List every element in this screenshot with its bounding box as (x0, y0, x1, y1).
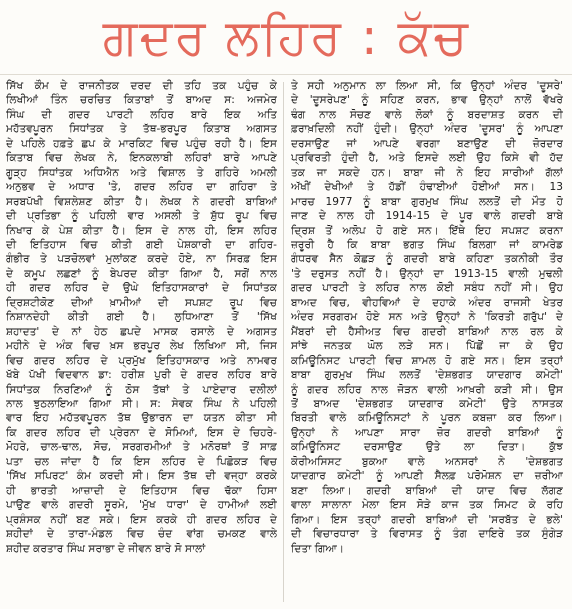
text-line: ਵਾਲਾ ਸਾਲਾਨਾ ਮੇਲਾ ਇਸ ਸੋੜੇ ਕਾਜ ਤਕ ਸਿਮਟ ਕੇ ਰਹਿ (291, 499, 563, 512)
text-line: ਕਮਿਊਨਿਸਟ ਦਰਸਾਉਣ ਉਤੇ ਲਾ ਦਿਤਾ। ਕੁੱਝ (291, 441, 563, 454)
column-divider (283, 82, 284, 602)
text-line: ਦੇ ਪਹਿਲੇ ਹਫ਼ਤੇ ਛਪ ਕੇ ਮਾਰਕਿਟ ਵਿਚ ਪਹੁੰਚ ਰਹੀ ਹੈ। ਇਸ (6, 137, 277, 150)
text-line: ਫ਼ਰਾਖ਼ਦਿਲੀ ਨਹੀਂ ਹੁੰਦੀ। ਉਨ੍ਹਾਂ ਅੰਦਰ 'ਦੂਸਰ' ਨੂੰ ਆਪਣਾ (291, 123, 563, 136)
text-line: ਦੀ ਇਤਿਹਾਸ ਵਿਚ ਕੀਤੀ ਗਈ ਪੇਸ਼ਕਾਰੀ ਦਾ ਗਹਿਰ- (6, 238, 277, 251)
text-line: ਅੰਦਰ ਸਰਗਰਮ ਹੋਏ ਸਨ ਅਤੇ ਉਨ੍ਹਾਂ ਨੇ 'ਕਿਰਤੀ ਗਰੁੱਪ' ਦੇ (291, 311, 563, 324)
text-line: ਮਾਰਚ 1977 ਨੂੰ ਬਾਬਾ ਗੁਰਮੁਖ ਸਿੰਘ ਲਲਤੋਂ ਦੀ ਮੌਤ ਹੋ (291, 195, 563, 208)
text-line: ਬਿਰਤੀ ਵਾਲੇ ਕਮਿਊਨਿਸਟਾਂ ਨੇ ਪੂਰਨ ਕਬਜ਼ਾ ਕਰ ਲਿਆ। (291, 412, 563, 425)
text-line: ਦਿਤਾ ਗਿਆ। (291, 542, 345, 555)
text-line: ਖੱਬੇ ਪੱਖੀ ਵਿਦਵਾਨ ਡਾ: ਹਰੀਸ਼ ਪੁਰੀ ਦੇ ਗਦਰ ਲਹਿਰ ਬਾਰੇ (6, 369, 277, 382)
headline: ਗਦਰ ਲਹਿਰ : ਕੱਚ (102, 8, 470, 66)
text-line: ਸਰਬਪੱਖੀ ਵਿਸ਼ਲੇਸ਼ਣ ਕੀਤਾ ਹੈ। ਲੇਖਕ ਨੇ ਗਦਰੀ ਬਾਬਿਆਂ (6, 195, 277, 208)
text-line: ਸ਼ਹੀਦ ਕਰਤਾਰ ਸਿੰਘ ਸਰਾਭਾ ਦੇ ਜੀਵਨ ਬਾਰੇ ਸੋ ਸਾਲਾਂ (6, 542, 206, 555)
text-line: ਉਨ੍ਹਾਂ ਨੇ ਆਪਣਾ ਸਾਰਾ ਜ਼ੋਰ ਗਦਰੀ ਬਾਬਿਆਂ ਨੂੰ (291, 426, 563, 439)
text-line: ਤੇ ਸਹੀ ਅਨੁਮਾਨ ਲਾ ਲਿਆ ਸੀ, ਕਿ ਉਨ੍ਹਾਂ ਅੰਦਰ 'ਦੂਸਰੇ' (291, 80, 563, 92)
text-line: ਕਿ ਗਦਰ ਲਹਿਰ ਦੀ ਪ੍ਰੇਰਨਾ ਦੇ ਸੋਮਿਆਂ, ਇਸ ਦੇ ਚਿਹਰੇ- (6, 426, 277, 439)
text-line: ਬਣਾ ਲਿਆ। ਗਦਰੀ ਬਾਬਿਆਂ ਦੀ ਯਾਦ ਵਿਚ ਲੱਗਣ (291, 484, 563, 497)
text-line: ਪਤਾ ਚਲ ਜਾਂਦਾ ਹੈ ਕਿ ਇਸ ਲਹਿਰ ਦੇ ਪਿਛੋਕੜ ਵਿਚ (6, 455, 277, 468)
text-line: ਹੀ ਭਾਰਤੀ ਆਜ਼ਾਦੀ ਦੇ ਇਤਿਹਾਸ ਵਿਚ ਢੱਕਾ ਹਿਸਾ (6, 484, 277, 497)
text-line: ਦੀ ਵਿਚਾਰਧਾਰਾ ਤੇ ਵਿਰਾਸਤ ਨੂੰ ਤੰਗ ਦਾਇਰੇ ਤਕ ਸੁੰਗੇੜ (291, 528, 563, 541)
text-line: 'ਤੇ ਦਰੁਸਤ ਨਹੀਂ ਹੈ। ਉਨ੍ਹਾਂ ਦਾ 1913-15 ਵਾਲੀ ਮੁਢਲੀ (291, 267, 563, 280)
text-line: ਨਾਲ ਝੁਠਲਾਇਆ ਗਿਆ ਸੀ। ਸ: ਸੇਵਕ ਸਿੰਘ ਨੇ ਪਹਿਲੀ (6, 397, 277, 410)
text-line: ਤੋਂ ਬਾਅਦ 'ਦੇਸ਼ਭਗਤ ਯਾਦਗਾਰ ਕਮੇਟੀ' ਉਤੇ ਨਾਸਤਕ (291, 397, 563, 410)
text-line: ਕਮਿਊਨਿਸਟ ਪਾਰਟੀ ਵਿਚ ਸ਼ਾਮਲ ਹੋ ਗਏ ਸਨ। ਇਸ ਤਰ੍ਹਾਂ (291, 354, 563, 367)
text-line: ਨਿਸ਼ਾਨਦੇਹੀ ਕੀਤੀ ਗਈ ਹੈ। ਲੁਧਿਆਣਾ ਤੋਂ 'ਸਿੱਖ (6, 311, 277, 324)
text-line: ਦੇ 'ਦੂਸਰੇਪਣ' ਨੂੰ ਸਹਿਣ ਕਰਨ, ਭਾਵ ਉਨ੍ਹਾਂ ਨਾਲੋਂ ਵੱਖਰੇ (291, 94, 563, 107)
text-line: ਹੀ ਗਦਰ ਲਹਿਰ ਦੇ ਉਘੇ ਇਤਿਹਾਸਕਾਰਾਂ ਦੇ ਸਿਧਾਂਤਕ (6, 282, 277, 295)
text-line: ਮਹੱਤਵਪੂਰਨ ਸਿਧਾਂਤਕ ਤੇ ਤੱਥ-ਭਰਪੂਰ ਕਿਤਾਬ ਅਗਸਤ (6, 123, 277, 136)
text-line: ਤਕ ਜਾ ਸਕਦੇ ਹਨ। ਬਾਬਾ ਜੀ ਨੇ ਇਹ ਸਾਰੀਆਂ ਗੱਲਾਂ (291, 166, 563, 179)
text-line: 'ਸਿੱਖ ਸਪਿਰਟ' ਕੰਮ ਕਰਦੀ ਸੀ। ਇਸ ਤੱਥ ਦੀ ਵਜ੍ਹਾ ਕਰਕੇ (6, 470, 277, 483)
text-line: ਦੀ ਪ੍ਰਤਿਭਾ ਨੂੰ ਪਹਿਲੀ ਵਾਰ ਅਸਲੀ ਤੇ ਸ਼ੁੱਧ ਰੂਪ ਵਿਚ (6, 210, 277, 223)
text-line: ਦਰਸਾਉਣ ਜਾਂ ਆਪਣੇ ਵਰਗਾ ਬਣਾਉਣ ਦੀ ਜ਼ੋਰਦਾਰ (291, 137, 563, 150)
text-line: ਬਾਅਦ ਵਿਚ, ਵੀਹਵਿਆਂ ਦੇ ਦਹਾਕੇ ਅੰਦਰ ਰਾਜਸੀ ਖੇਤਰ (291, 296, 563, 309)
text-line: ਜਾਣ ਦੇ ਨਾਲ ਹੀ 1914-15 ਦੇ ਪੂਰ ਵਾਲੇ ਗਦਰੀ ਬਾਬੇ (291, 210, 563, 223)
text-line: ਯਾਦਗਾਰ ਕਮੇਟੀ' ਨੂੰ ਆਪਣੀ ਸੈਲਫ਼ ਪਰੋਮੋਸ਼ਨ ਦਾ ਜ਼ਰੀਆ (291, 470, 563, 483)
text-line: ਸਿਧਾਂਤਕ ਨਿਰਣਿਆਂ ਨੂੰ ਠੋਸ ਤੱਥਾਂ ਤੇ ਪਾਏਦਾਰ ਦਲੀਲਾਂ (6, 383, 277, 396)
text-line: ਗੂੜ੍ਹ ਸਿਧਾਂਤਕ ਅਧਿਐਨ ਅਤੇ ਵਿਸ਼ਾਲ ਤੇ ਗਹਿਰੇ ਅਮਲੀ (6, 166, 277, 179)
text-line: ਕੋਰੀਅਸਿਸਟ ਬੁਕਆ ਵਾਲੇ ਅਨਸਰਾਂ ਨੇ 'ਦੇਸ਼ਭਗਤ (291, 455, 563, 468)
text-line: ਮੋਹਰੇ, ਚਾਲ-ਢਾਲ, ਸੋਚ, ਸਰਗਰਮੀਆਂ ਤੇ ਮਨੋਰਥਾਂ ਤੋਂ ਸਾਫ਼ (6, 441, 277, 454)
text-line: ਬਾਬਾ ਗੁਰਮੁਖ ਸਿੰਘ ਲਲਤੋਂ 'ਦੇਸ਼ਭਗਤ ਯਾਦਗਾਰ ਕਮੇਟੀ' (291, 369, 563, 382)
text-line: ਜ਼ਰੂਰੀ ਹੈ ਕਿ ਬਾਬਾ ਭਗਤ ਸਿੰਘ ਬਿਲਗਾ ਜਾਂ ਕਾਮਰੇਡ (291, 238, 563, 251)
text-line: ਗੰਧਰਵ ਸੈਨ ਕੋਛੜ ਨੂੰ ਗਦਰੀ ਬਾਬੇ ਕਹਿਣਾ ਤਕਨੀਕੀ ਤੌਰ (291, 253, 563, 266)
text-line: ਅੱਖੀਂ ਦੇਖੀਆਂ ਤੇ ਹੱਡੀਂ ਹੰਢਾਈਆਂ ਹੋਈਆਂ ਸਨ। 13 (291, 181, 563, 194)
right-column (291, 79, 563, 605)
text-line: ਦੇ ਕਮੂਪ ਲਛਣਾਂ ਨੂੰ ਬੇਪਰਦ ਕੀਤਾ ਗਿਆ ਹੈ, ਸਗੋਂ ਨਾਲ (6, 267, 277, 280)
text-line: ਵਾਰ ਇਹ ਮਹੱਤਵਪੂਰਨ ਤੱਥ ਉਭਾਰਨ ਦਾ ਯਤਨ ਕੀਤਾ ਸੀ (6, 412, 277, 425)
text-line: ਨੂੰ ਗਦਰ ਲਹਿਰ ਨਾਲ ਜੋੜਨ ਵਾਲੀ ਆਖ਼ਰੀ ਕੜੀ ਸੀ। ਉਸ (291, 383, 563, 396)
text-line: ਕਿਤਾਬ ਵਿਚ ਲੇਖਕ ਨੇ, ਇਨਕਲਾਬੀ ਲਹਿਰਾਂ ਬਾਰੇ ਆਪਣੇ (6, 152, 277, 165)
text-line: ਵਿਚ ਗਦਰ ਲਹਿਰ ਦੇ ਪ੍ਰਮੁੱਖ ਇਤਿਹਾਸਕਾਰ ਅਤੇ ਨਾਮਵਰ (6, 354, 277, 367)
text-line: ਨਿਖਾਰ ਕੇ ਪੇਸ਼ ਕੀਤਾ ਹੈ। ਇਸ ਦੇ ਨਾਲ ਹੀ, ਇਸ ਲਹਿਰ (6, 224, 277, 237)
text-line: ਗੰਭੀਰ ਤੇ ਪੜਚੋਲਵਾਂ ਮੁਲਾਂਕਣ ਕਰਦੇ ਹੋਏ, ਨਾ ਸਿਰਫ਼ ਇਸ (6, 253, 277, 266)
text-line: ਸ਼ਹਾਦਤ' ਦੇ ਨਾਂ ਹੇਠ ਛਪਦੇ ਮਾਸਕ ਰਸਾਲੇ ਦੇ ਅਗਸਤ (6, 325, 277, 338)
text-line: ਮੈਂਬਰਾਂ ਦੀ ਹੈਸੀਅਤ ਵਿਚ ਗਦਰੀ ਬਾਬਿਆਂ ਨਾਲ ਰਲ ਕੇ (291, 325, 563, 338)
text-line: ਦ੍ਰਿਸ਼ਟੀਕੋਣ ਦੀਆਂ ਖ਼ਾਮੀਆਂ ਦੀ ਸਪਸ਼ਟ ਰੂਪ ਵਿਚ (6, 296, 277, 309)
text-line: ਪਾਉਣ ਵਾਲੇ ਗਦਰੀ ਸੂਰਮੇ, 'ਮੁੱਖ ਧਾਰਾ' ਦੇ ਹਾਮੀਆਂ ਲਈ (6, 499, 277, 512)
text-line: ਪ੍ਰਸ਼ੰਸਕ ਨਹੀਂ ਬਣ ਸਕੇ। ਇਸ ਕਰਕੇ ਹੀ ਗਦਰ ਲਹਿਰ ਦੇ (6, 513, 277, 526)
text-line: ਸਿੱਖ ਕੌਮ ਦੇ ਰਾਜਨੀਤਕ ਦਰਦ ਦੀ ਤਹਿ ਤਕ ਪਹੁੰਚ ਕੇ (6, 80, 277, 92)
text-line: ਗਦਰ ਪਾਰਟੀ ਤੇ ਲਹਿਰ ਨਾਲ ਕੋਈ ਸਬੰਧ ਨਹੀਂ ਸੀ। ਉਹ (291, 282, 563, 295)
text-line: ਦ੍ਰਿਸ਼ ਤੋਂ ਅਲੋਪ ਹੋ ਗਏ ਸਨ। ਇੱਥੇ ਇਹ ਸਪਸ਼ਟ ਕਰਨਾ (291, 224, 563, 237)
text-line: ਪ੍ਰਵਿਰਤੀ ਹੁੰਦੀ ਹੈ, ਅਤੇ ਇਸਦੇ ਲਈ ਉਹ ਕਿਸੇ ਵੀ ਹੱਦ (291, 152, 563, 165)
text-line: ਮਹੀਨੇ ਦੇ ਅੰਕ ਵਿਚ ਖ਼ਸ ਭਰਪੂਰ ਲੇਖ ਲਿਖਿਆ ਸੀ, ਜਿਸ (6, 340, 277, 353)
text-line: ਸ਼ਹੀਦਾਂ ਦੇ ਤਾਰਾ-ਮੰਡਲ ਵਿਚ ਚੰਦ ਵਾਂਗ ਚਮਕਣ ਵਾਲੇ (6, 528, 277, 541)
text-line: ਲਿਖੀਆਂ ਤਿੰਨ ਚਰਚਿਤ ਕਿਤਾਬਾਂ ਤੋਂ ਬਾਅਦ ਸ: ਅਜਮੇਰ (6, 94, 277, 107)
headline-divider (0, 74, 572, 75)
text-line: ਢੰਗ ਨਾਲ ਸੋਚਣ ਵਾਲੇ ਲੋਕਾਂ ਨੂੰ ਬਰਦਾਸ਼ਤ ਕਰਨ ਦੀ (291, 108, 563, 121)
text-line: ਸਾਂਝੇ ਜਨਤਕ ਘੋਲ ਲੜੇ ਸਨ। ਪਿੱਛੋਂ ਜਾ ਕੇ ਉਹ (291, 340, 563, 353)
text-line: ਅਨੁਭਵ ਦੇ ਅਧਾਰ 'ਤੇ, ਗਦਰ ਲਹਿਰ ਦਾ ਗਹਿਰਾ ਤੇ (6, 181, 277, 194)
text-line: ਸਿੰਘ ਦੀ ਗਦਰ ਪਾਰਟੀ ਲਹਿਰ ਬਾਰੇ ਇਕ ਅਤਿ (6, 108, 277, 121)
left-column (6, 79, 277, 605)
text-line: ਗਿਆ। ਇਸ ਤਰ੍ਹਾਂ ਗਦਰੀ ਬਾਬਿਆਂ ਦੀ 'ਸਰਬੱਤ ਦੇ ਭਲੇ' (291, 513, 563, 526)
